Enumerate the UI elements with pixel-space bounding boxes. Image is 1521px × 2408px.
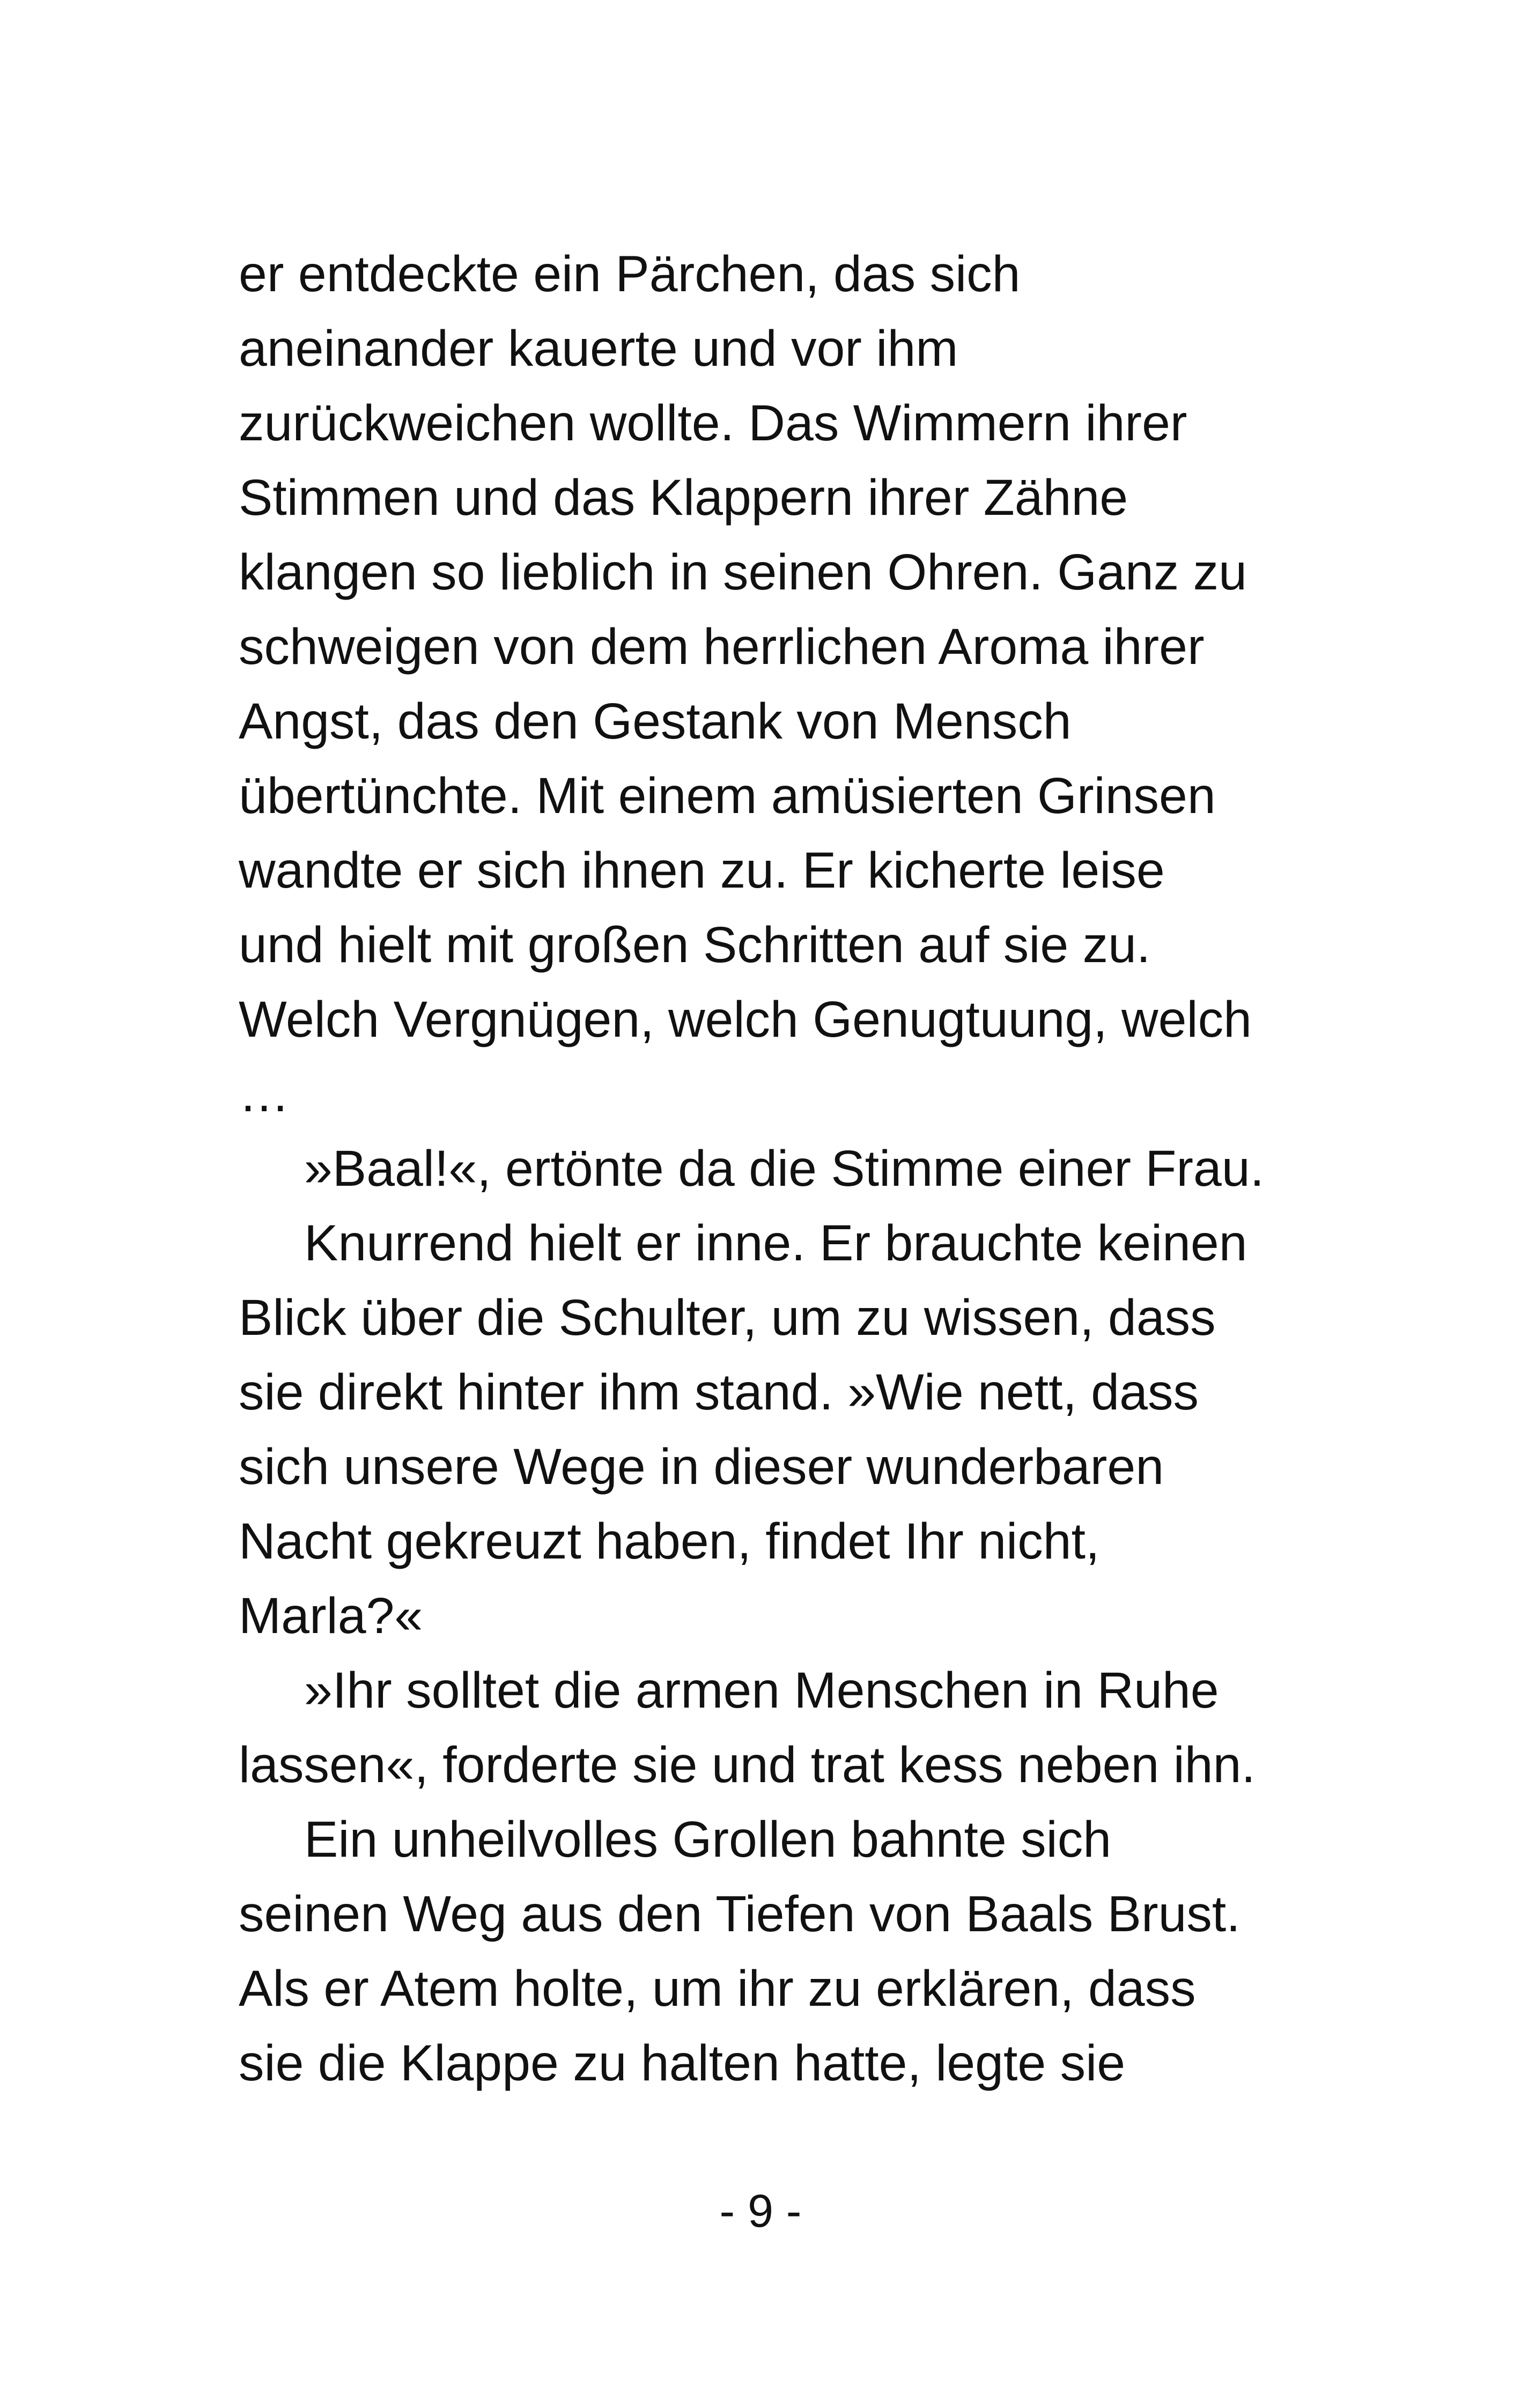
paragraph-start-line: »Baal!«, ertönte da die Stimme einer Frau. [304,1140,1265,1197]
text-line: Nacht gekreuzt haben, findet Ihr nicht, [239,1513,1100,1570]
text-line: er entdeckte ein Pärchen, das sich [239,246,1021,302]
paragraph-start-line: Ein unheilvolles Grollen bahnte sich [304,1811,1112,1868]
text-line: lassen«, forderte sie und trat kess neben ihn. [239,1737,1256,1793]
text-line: seinen Weg aus den Tiefen von Baals Brust. [239,1886,1241,1942]
text-line: sie direkt hinter ihm stand. »Wie nett, dass [239,1364,1199,1421]
paragraph-start-line: »Ihr solltet die armen Menschen in Ruhe [304,1662,1219,1719]
text-line: Stimmen und das Klappern ihrer Zähne [239,469,1128,526]
text-line: Welch Vergnügen, welch Genugtuung, welch [239,991,1252,1048]
paragraph-start-line: Knurrend hielt er inne. Er brauchte keinen [304,1215,1247,1272]
text-line: aneinander kauerte und vor ihm [239,320,958,377]
text-line: … [239,1066,290,1122]
text-line: übertünchte. Mit einem amüsierten Grinsen [239,767,1216,824]
text-line: und hielt mit großen Schritten auf sie zu. [239,917,1151,973]
text-line: schweigen von dem herrlichen Aroma ihrer [239,618,1205,675]
text-line: sich unsere Wege in dieser wunderbaren [239,1438,1164,1495]
text-line: wandte er sich ihnen zu. Er kicherte leise [239,842,1165,899]
page-number: - 9 - [719,2185,802,2237]
text-line: klangen so lieblich in seinen Ohren. Ganz zu [239,544,1247,601]
body-text [239,237,1311,2101]
text-line: sie die Klappe zu halten hatte, legte sie [239,2035,1126,2092]
text-line: zurückweichen wollte. Das Wimmern ihrer [239,395,1187,452]
text-line: Angst, das den Gestank von Mensch [239,693,1072,750]
text-line: Als er Atem holte, um ihr zu erklären, dass [239,1960,1196,2017]
text-line: Marla?« [239,1587,423,1644]
text-line: Blick über die Schulter, um zu wissen, dass [239,1289,1216,1346]
